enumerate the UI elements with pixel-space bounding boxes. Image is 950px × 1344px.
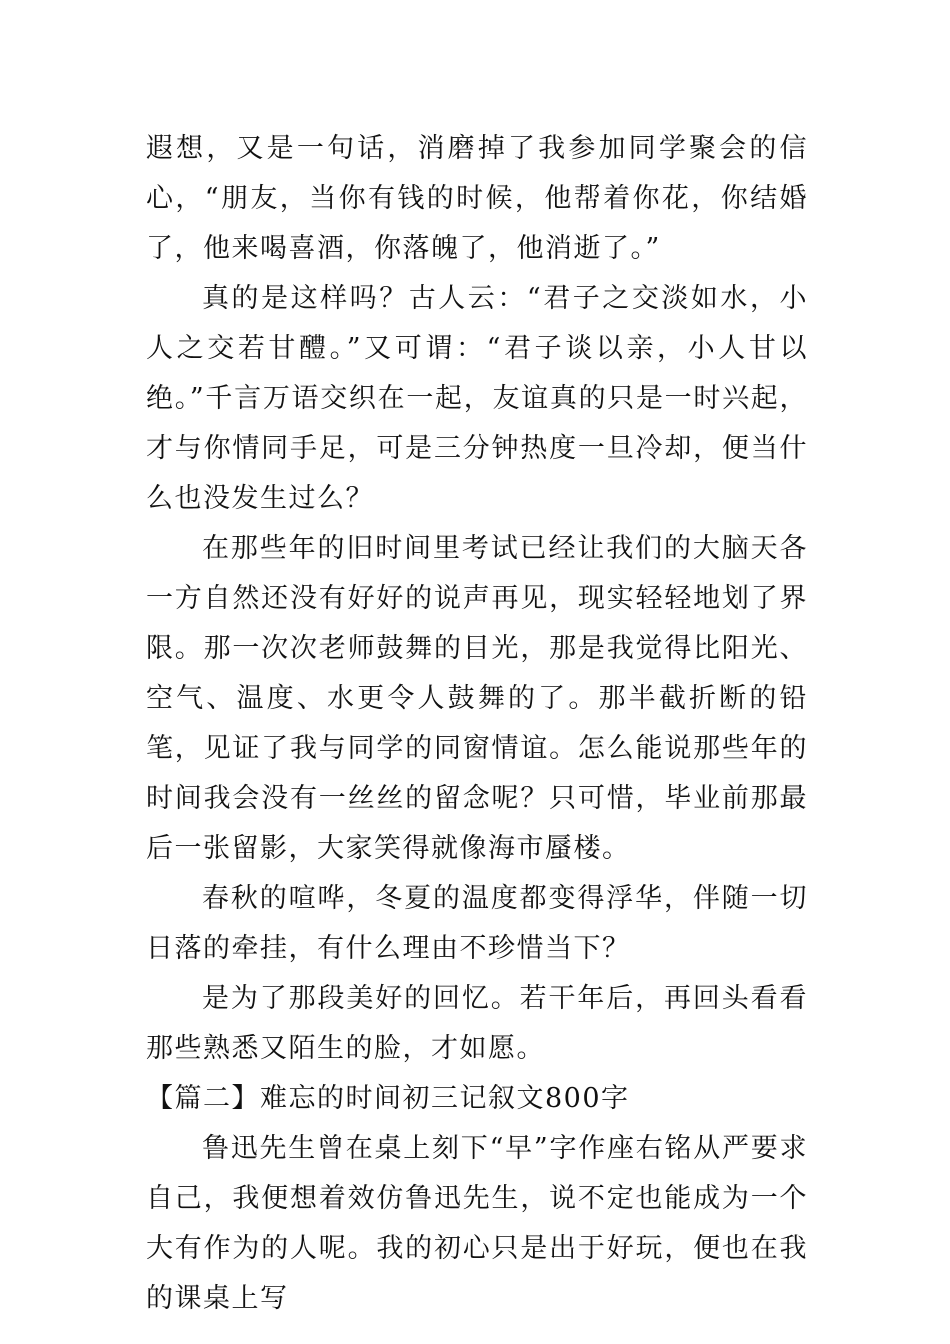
paragraph: 是为了那段美好的回忆。若干年后，再回头看看那些熟悉又陌生的脸，才如愿。 [146, 983, 808, 1064]
paragraph: 真的是这样吗？古人云：“君子之交淡如水，小人之交若甘醴。”又可谓：“君子谈以亲，小人甘以绝。”千言万语交织在一起，友谊真的只是一时兴起，才与你情同手足，可是三分钟热度一旦冷却，便当什么也没发生过么？ [146, 283, 808, 514]
paragraph: 在那些年的旧时间里考试已经让我们的大脑天各一方自然还没有好好的说声再见，现实轻轻地划了界限。那一次次老师鼓舞的目光，那是我觉得比阳光、空气、温度、水更令人鼓舞的了。那半截折断的铅笔，见证了我与同学的同窗情谊。怎么能说那些年的时间我会没有一丝丝的留念呢？只可惜，毕业前那最后一张留影，大家笑得就像海市蜃楼。 [146, 533, 808, 864]
paragraph-continuation: 遐想，又是一句话，消磨掉了我参加同学聚会的信心，“朋友，当你有钱的时候，他帮着你花，你结婚了，他来喝喜酒，你落魄了，他消逝了。” [146, 133, 808, 264]
document-body [146, 124, 808, 1324]
paragraph: 鲁迅先生曾在桌上刻下“早”字作座右铭从严要求自己，我便想着效仿鲁迅先生，说不定也能成为一个大有作为的人呢。我的初心只是出于好玩，便也在我的课桌上写 [146, 1133, 808, 1314]
section-heading: 【篇二】难忘的时间初三记叙文800字 [146, 1083, 630, 1114]
paragraph: 春秋的喧哗，冬夏的温度都变得浮华，伴随一切日落的牵挂，有什么理由不珍惜当下？ [146, 883, 808, 964]
